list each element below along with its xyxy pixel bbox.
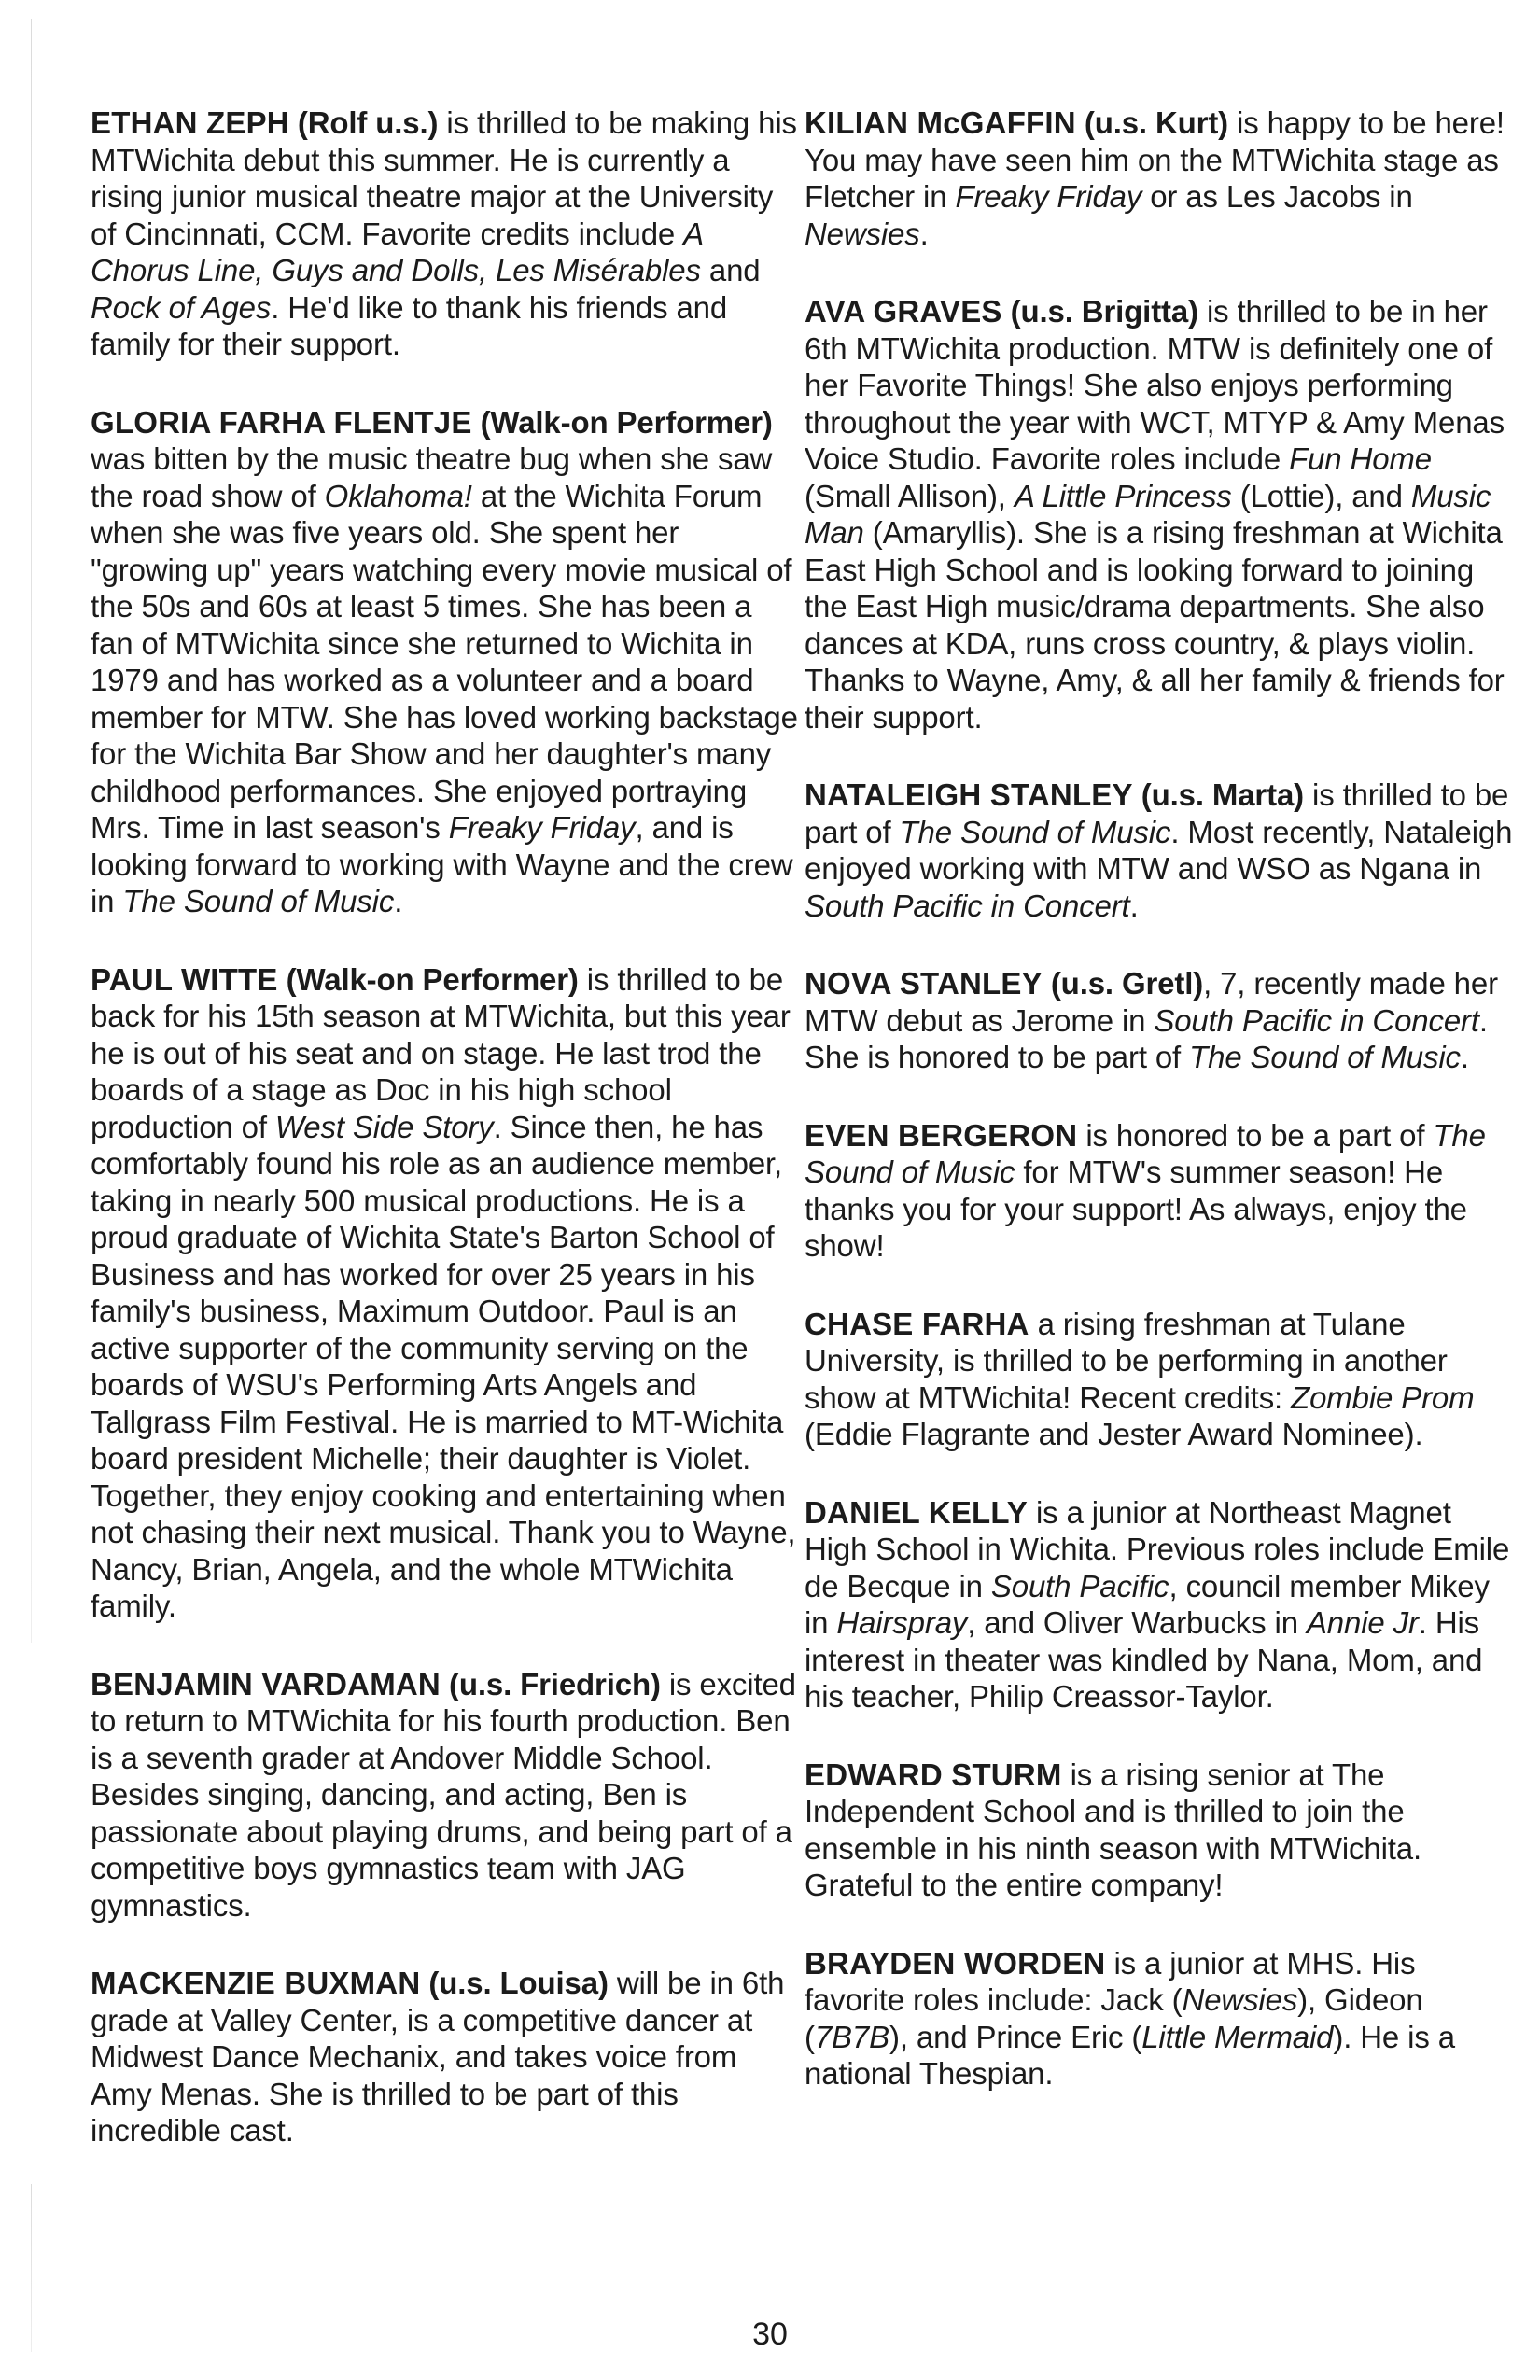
bio-text: was bitten by the music theatre bug when she saw the road show of [91,441,773,513]
bio-paul-witte [91,961,800,1625]
bio-text: is thrilled to be making his MTWichita debut this summer. He is currently a rising junior musical theatre major at the University of Cincinnati, CCM. Favorite credits include [91,105,797,251]
bio-text: is happy to be here! You may have seen him on the MTWichita stage as Fletcher in [805,105,1505,214]
bio-gloria-farha-flentje [91,404,800,920]
show-title: A Chorus Line, Guys and Dolls, Les Misérables [91,216,703,287]
performer-name: EVEN BERGERON [805,1117,1078,1153]
bio-nova-stanley [805,965,1514,1076]
show-title: A Little Princess [1014,478,1232,513]
bio-text: (Eddie Flagrante and Jester Award Nominee). [805,1417,1423,1451]
performer-name: NOVA STANLEY [805,966,1043,1001]
performer-name: MACKENZIE BUXMAN [91,1966,421,2000]
performer-name: BRAYDEN WORDEN [805,1945,1106,1981]
performer-role: (u.s. Louisa) [428,1966,609,2000]
right-column [805,105,1514,2134]
bio-text: at the Wichita Forum when she was five years old. She spent her "growing up" years watching every movie musical of the 50s and 60s at least 5 times. She has been a fan of MTWichita since she returned to Wichita in 1979 and has worked as a volunteer and a board member for MTW. She has loved working backstage for the Wichita Bar Show and her daughter's many childhood performances. She enjoyed portraying Mrs. Time in last season's [91,478,798,845]
performer-name: KILIAN McGAFFIN [805,105,1076,140]
performer-role: (u.s. Friedrich) [449,1666,661,1701]
performer-role: (u.s. Kurt) [1084,105,1229,140]
bio-text: . [394,884,403,918]
bio-text: is a junior at Northeast Magnet High School in Wichita. Previous roles include Emile de Becque in [805,1494,1510,1603]
bio-text: ), and Prince Eric ( [889,2019,1142,2054]
bio-ava-graves [805,293,1514,735]
bio-text: is thrilled to be back for his 15th season at MTWichita, but this year he is out of his seat and on stage. He last trod the boards of a stage as Doc in his high school production of [91,961,791,1144]
bio-even-bergeron [805,1117,1514,1265]
show-title: Fun Home [1289,441,1432,476]
show-title: The Sound of Music [899,814,1171,849]
performer-name: DANIEL KELLY [805,1494,1028,1530]
show-title: Music Man [805,478,1491,550]
performer-name: AVA GRAVES [805,294,1002,329]
bio-text: is a rising senior at The Independent School and is thrilled to join the ensemble in his ninth season with MTWichita. Grateful to the entire company! [805,1757,1422,1902]
show-title: Freaky Friday [955,179,1142,214]
bio-text: a rising freshman at Tulane University, is thrilled to be performing in another show at MTWichita! Recent credits: [805,1306,1448,1415]
performer-role: (u.s. Marta) [1141,777,1304,812]
bio-text: . [919,216,929,251]
show-title: Oklahoma! [324,478,472,513]
bio-text: . Since then, he has comfortably found his role as an audience member, taking in nearly 500 musical productions. He is a proud graduate of Wichita State's Barton School of Business and has worked for over 25 years in his family's business, Maximum Outdoor. Paul is an active supporter of the community serving on the boards of WSU's Performing Arts Angels and Tallgrass Film Festival. He is married to MT-Wichita board president Michelle; their daughter is Violet. Together, they enjoy cooking and entertaining when not chasing their next musical. Thank you to Wayne, Nancy, Brian, Angela, and the whole MTWichita family. [91,1109,796,1623]
bio-text: (Amaryllis). She is a rising freshman at Wichita East High School and is looking forward to joining the East High music/drama departments. She also dances at KDA, runs cross country, & plays violin. Thanks to Wayne, Amy, & all her family & friends for their support. [805,515,1505,735]
bio-text: . Most recently, Nataleigh enjoyed working with MTW and WSO as Ngana in [805,814,1513,886]
bio-text: or as Les Jacobs in [1141,179,1413,214]
show-title: Little Mermaid [1141,2019,1334,2054]
bio-benjamin-vardaman [91,1666,800,1925]
bio-mackenzie-buxman [91,1965,800,2149]
bio-text: , and is looking forward to working with Wayne and the crew in [91,810,793,918]
show-title: The Sound of Music [1189,1040,1461,1074]
bio-text: . His interest in theater was kindled by Nana, Mom, and his teacher, Philip Creassor-Taylor. [805,1605,1483,1714]
bio-text: , 7, recently made her MTW debut as Jerome in [805,966,1498,1038]
show-title: South Pacific in Concert [1154,1002,1479,1038]
bio-text: , council member Mikey in [805,1568,1490,1640]
performer-name: CHASE FARHA [805,1306,1029,1341]
performer-name: EDWARD STURM [805,1757,1062,1792]
bio-text: and [700,253,761,287]
bio-chase-farha [805,1306,1514,1453]
bio-text: . [1460,1040,1469,1074]
performer-name: NATALEIGH STANLEY [805,777,1133,812]
bio-nataleigh-stanley [805,777,1514,924]
show-title: Newsies [805,216,920,251]
performer-name: GLORIA FARHA FLENTJE [91,404,472,440]
bio-text: is thrilled to be part of [805,777,1509,849]
bio-ethan-zeph [91,105,800,363]
show-title: Hairspray [836,1605,968,1640]
bio-text: is excited to return to MTWichita for his fourth production. Ben is a seventh grader at Andover Middle School. Besides singing, dancing, and acting, Ben is passionate about playing drums, and being part of a competitive boys gymnastics team with JAG gymnastics. [91,1666,796,1923]
bio-edward-sturm [805,1757,1514,1904]
bio-text: . She is honored to be part of [805,1002,1488,1074]
show-title: 7B7B [814,2019,889,2054]
bio-kilian-mcgaffin [805,105,1514,252]
bio-text: . He'd like to thank his friends and family for their support. [91,289,728,361]
performer-role: (Rolf u.s.) [297,105,439,140]
page-number: 30 [752,2317,788,2352]
performer-role: (u.s. Gretl) [1050,966,1204,1001]
bio-text: ). He is a national Thespian. [805,2019,1455,2091]
scan-edge-line [31,19,32,1643]
show-title: The Sound of Music [122,884,395,918]
bio-text: is honored to be a part of [1077,1117,1434,1153]
bio-text: is a junior at MHS. His favorite roles include: Jack ( [805,1945,1416,2017]
performer-role: (u.s. Brigitta) [1010,294,1198,329]
show-title: Newsies [1182,1982,1298,2017]
show-title: Rock of Ages [91,289,272,325]
bio-text: will be in 6th grade at Valley Center, is a competitive dancer at Midwest Dance Mechanix, and takes voice from Amy Menas. She is thrilled to be part of this incredible cast. [91,1966,785,2148]
show-title: The Sound of Music [805,1117,1486,1189]
bio-text: , and Oliver Warbucks in [967,1605,1307,1640]
bio-daniel-kelly [805,1494,1514,1715]
performer-role: (Walk-on Performer) [480,404,773,440]
performer-name: ETHAN ZEPH [91,105,289,140]
bio-brayden-worden [805,1945,1514,2093]
bio-text: is thrilled to be in her 6th MTWichita production. MTW is definitely one of her Favorite Things! She also enjoys performing throughout the year with WCT, MTYP & Amy Menas Voice Studio. Favorite roles include [805,294,1505,476]
show-title: Zombie Prom [1291,1379,1475,1415]
show-title: South Pacific [990,1568,1169,1603]
show-title: Annie Jr [1306,1605,1419,1640]
bio-text: for MTW's summer season! He thanks you for your support! As always, enjoy the show! [805,1155,1467,1263]
show-title: West Side Story [274,1109,494,1144]
bio-text: ), Gideon ( [805,1982,1423,2054]
bio-text: (Lottie), and [1231,478,1411,513]
bio-text: (Small Allison), [805,478,1015,513]
left-column [91,105,800,2191]
show-title: South Pacific in Concert [805,888,1130,923]
show-title: Freaky Friday [448,810,636,845]
performer-name: BENJAMIN VARDAMAN [91,1666,441,1701]
performer-name: PAUL WITTE [91,961,278,997]
bio-text: . [1129,888,1139,923]
performer-role: (Walk-on Performer) [286,961,579,997]
